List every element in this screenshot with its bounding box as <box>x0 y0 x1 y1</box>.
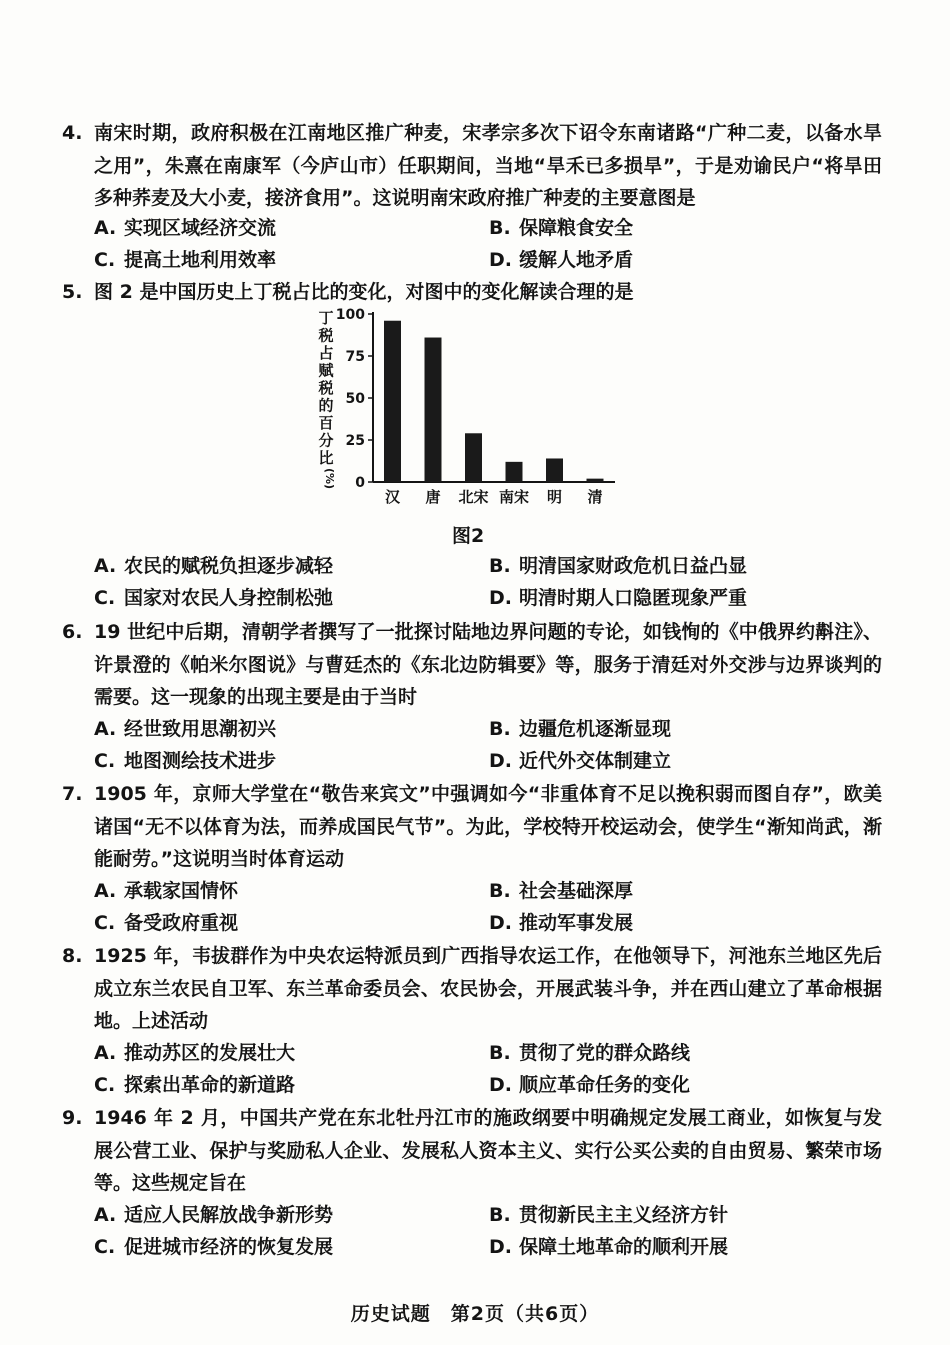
y-label-char: 百 <box>318 414 334 432</box>
option-text: 承载家国情怀 <box>124 880 239 902</box>
option-d[interactable] <box>489 745 671 777</box>
option-letter: A. <box>94 718 117 740</box>
option-letter: A. <box>94 1042 117 1064</box>
question-number: 4. <box>62 122 83 144</box>
option-letter: D. <box>489 587 512 609</box>
option-a[interactable] <box>94 875 238 907</box>
question-7 <box>62 778 882 876</box>
question-stem: 1925 年，韦拔群作为中央农运特派员到广西指导农运工作，在他领导下，河池东兰地区先后成立东兰农民自卫军、东兰革命委员会、农民协会，开展武装斗争，并在西山建立了革命根据地。上述活动 <box>94 945 882 1032</box>
option-c[interactable] <box>94 1231 333 1263</box>
option-letter: B. <box>489 1042 511 1064</box>
y-label-char: 税 <box>318 326 334 345</box>
x-category-label: 明 <box>546 488 563 506</box>
bar-清 <box>587 479 604 482</box>
option-c[interactable] <box>94 582 333 614</box>
option-text: 贯彻新民主主义经济方针 <box>519 1204 729 1226</box>
option-c[interactable] <box>94 244 276 276</box>
option-text: 备受政府重视 <box>124 912 239 934</box>
question-number: 7. <box>62 783 83 805</box>
y-label-char: 的 <box>318 396 334 415</box>
question-number: 5. <box>62 281 83 303</box>
option-letter: A. <box>94 880 117 902</box>
option-c[interactable] <box>94 745 276 777</box>
bar-明 <box>546 458 563 482</box>
question-stem: 1946 年 2 月，中国共产党在东北牡丹江市的施政纲要中明确规定发展工商业，如恢复与发展公营工业、保护与奖励私人企业、发展私人资本主义、实行公买公卖的自由贸易、繁荣市场等。这些规定旨在 <box>94 1107 882 1194</box>
option-letter: D. <box>489 1074 512 1096</box>
option-text: 社会基础深厚 <box>519 880 634 902</box>
option-letter: B. <box>489 718 511 740</box>
bar-唐 <box>425 338 442 482</box>
x-category-label: 唐 <box>425 488 441 506</box>
question-number: 8. <box>62 945 83 967</box>
option-letter: A. <box>94 217 117 239</box>
option-text: 农民的赋税负担逐步减轻 <box>124 555 334 577</box>
option-d[interactable] <box>489 244 633 276</box>
option-a[interactable] <box>94 713 276 745</box>
y-label-char: 赋 <box>318 361 334 380</box>
bar-北宋 <box>465 433 482 482</box>
option-text: 明清时期人口隐匿现象严重 <box>519 587 748 609</box>
option-b[interactable] <box>489 713 671 745</box>
option-text: 实现区域经济交流 <box>124 217 277 239</box>
option-c[interactable] <box>94 907 238 939</box>
y-tick-label: 50 <box>345 391 365 407</box>
y-tick-label: 100 <box>335 307 365 323</box>
question-stem: 南宋时期，政府积极在江南地区推广种麦，宋孝宗多次下诏令东南诸路“广种二麦，以备水旱之用”，朱熹在南康军（今庐山市）任职期间，当地“旱禾已多损旱”，于是劝谕民户“将旱田多种荞麦及大小麦，接济食用”。这说明南宋政府推广种麦的主要意图是 <box>94 122 882 209</box>
option-text: 缓解人地矛盾 <box>519 249 634 271</box>
x-axis-categories <box>385 488 603 506</box>
option-letter: B. <box>489 217 511 239</box>
question-stem: 19 世纪中后期，清朝学者撰写了一批探讨陆地边界问题的专论，如钱恂的《中俄界约斠注》、许景澄的《帕米尔图说》与曹廷杰的《东北边防辑要》等，服务于清廷对外交涉与边界谈判的需要。这一现象的出现主要是由于当时 <box>94 621 882 708</box>
option-text: 保障土地革命的顺利开展 <box>519 1236 729 1258</box>
question-8 <box>62 940 882 1038</box>
option-letter: D. <box>489 249 512 271</box>
option-text: 明清国家财政危机日益凸显 <box>519 555 748 577</box>
option-text: 保障粮食安全 <box>519 217 634 239</box>
option-a[interactable] <box>94 1199 333 1231</box>
option-text: 贯彻了党的群众路线 <box>519 1042 691 1064</box>
option-letter: D. <box>489 1236 512 1258</box>
question-4 <box>62 117 882 215</box>
x-category-label: 南宋 <box>498 488 530 506</box>
option-letter: A. <box>94 1204 117 1226</box>
option-b[interactable] <box>489 212 633 244</box>
tax-share-bar-chart <box>310 305 630 510</box>
option-d[interactable] <box>489 1069 690 1101</box>
bar-南宋 <box>506 462 523 482</box>
option-a[interactable] <box>94 550 333 582</box>
option-a[interactable] <box>94 212 276 244</box>
option-text: 促进城市经济的恢复发展 <box>124 1236 334 1258</box>
figure-caption: 图2 <box>452 525 485 547</box>
option-letter: C. <box>94 1074 116 1096</box>
option-b[interactable] <box>489 1037 690 1069</box>
option-b[interactable] <box>489 875 633 907</box>
option-letter: B. <box>489 555 511 577</box>
option-text: 探索出革命的新道路 <box>124 1074 296 1096</box>
y-axis-ticks <box>336 307 373 491</box>
option-letter: D. <box>489 912 512 934</box>
x-category-label: 清 <box>587 488 603 506</box>
option-b[interactable] <box>489 550 747 582</box>
question-stem: 图 2 是中国历史上丁税占比的变化，对图中的变化解读合理的是 <box>94 281 634 303</box>
question-stem: 1905 年，京师大学堂在“敬告来宾文”中强调如今“非重体育不足以挽积弱而图自存”，欧美诸国“无不以体育为法，而养成国民气节”。为此，学校特开校运动会，使学生“渐知尚武，渐能耐劳。”这说明当时体育运动 <box>94 783 882 870</box>
y-axis-label <box>317 309 336 489</box>
x-category-label: 北宋 <box>458 488 489 506</box>
option-text: 地图测绘技术进步 <box>124 750 277 772</box>
option-text: 适应人民解放战争新形势 <box>124 1204 334 1226</box>
option-letter: A. <box>94 555 117 577</box>
option-letter: C. <box>94 587 116 609</box>
y-tick-label: 0 <box>355 475 365 491</box>
y-tick-label: 25 <box>345 433 365 449</box>
option-letter: C. <box>94 1236 116 1258</box>
option-letter: C. <box>94 750 116 772</box>
bar-汉 <box>384 321 401 482</box>
option-d[interactable] <box>489 582 747 614</box>
question-9 <box>62 1102 882 1200</box>
y-label-char: 税 <box>318 379 334 397</box>
bars <box>384 321 604 482</box>
option-letter: D. <box>489 750 512 772</box>
option-letter: B. <box>489 1204 511 1226</box>
option-c[interactable] <box>94 1069 295 1101</box>
option-text: 顺应革命任务的变化 <box>519 1074 691 1096</box>
option-d[interactable] <box>489 1231 728 1263</box>
option-letter: C. <box>94 912 116 934</box>
x-category-label: 汉 <box>384 488 401 506</box>
y-label-char: 分 <box>318 431 334 450</box>
option-text: 边疆危机逐渐显现 <box>519 718 672 740</box>
option-letter: B. <box>489 880 511 902</box>
y-label-char: 占 <box>318 344 334 362</box>
question-6 <box>62 616 882 714</box>
y-label-char: 比 <box>318 449 334 467</box>
y-label-char: (%) <box>323 467 336 490</box>
question-5 <box>62 276 882 309</box>
option-text: 推动军事发展 <box>519 912 634 934</box>
y-tick-label: 75 <box>345 349 365 365</box>
option-d[interactable] <box>489 907 633 939</box>
option-text: 国家对农民人身控制松弛 <box>124 587 334 609</box>
option-letter: C. <box>94 249 116 271</box>
question-number: 9. <box>62 1107 83 1129</box>
y-label-char: 丁 <box>318 309 334 327</box>
option-text: 近代外交体制建立 <box>519 750 672 772</box>
page-footer: 历史试题 第2页（共6页） <box>350 1303 600 1325</box>
question-number: 6. <box>62 621 83 643</box>
option-text: 经世致用思潮初兴 <box>124 718 277 740</box>
option-b[interactable] <box>489 1199 728 1231</box>
option-text: 提高土地利用效率 <box>124 249 277 271</box>
option-a[interactable] <box>94 1037 295 1069</box>
option-text: 推动苏区的发展壮大 <box>124 1042 296 1064</box>
